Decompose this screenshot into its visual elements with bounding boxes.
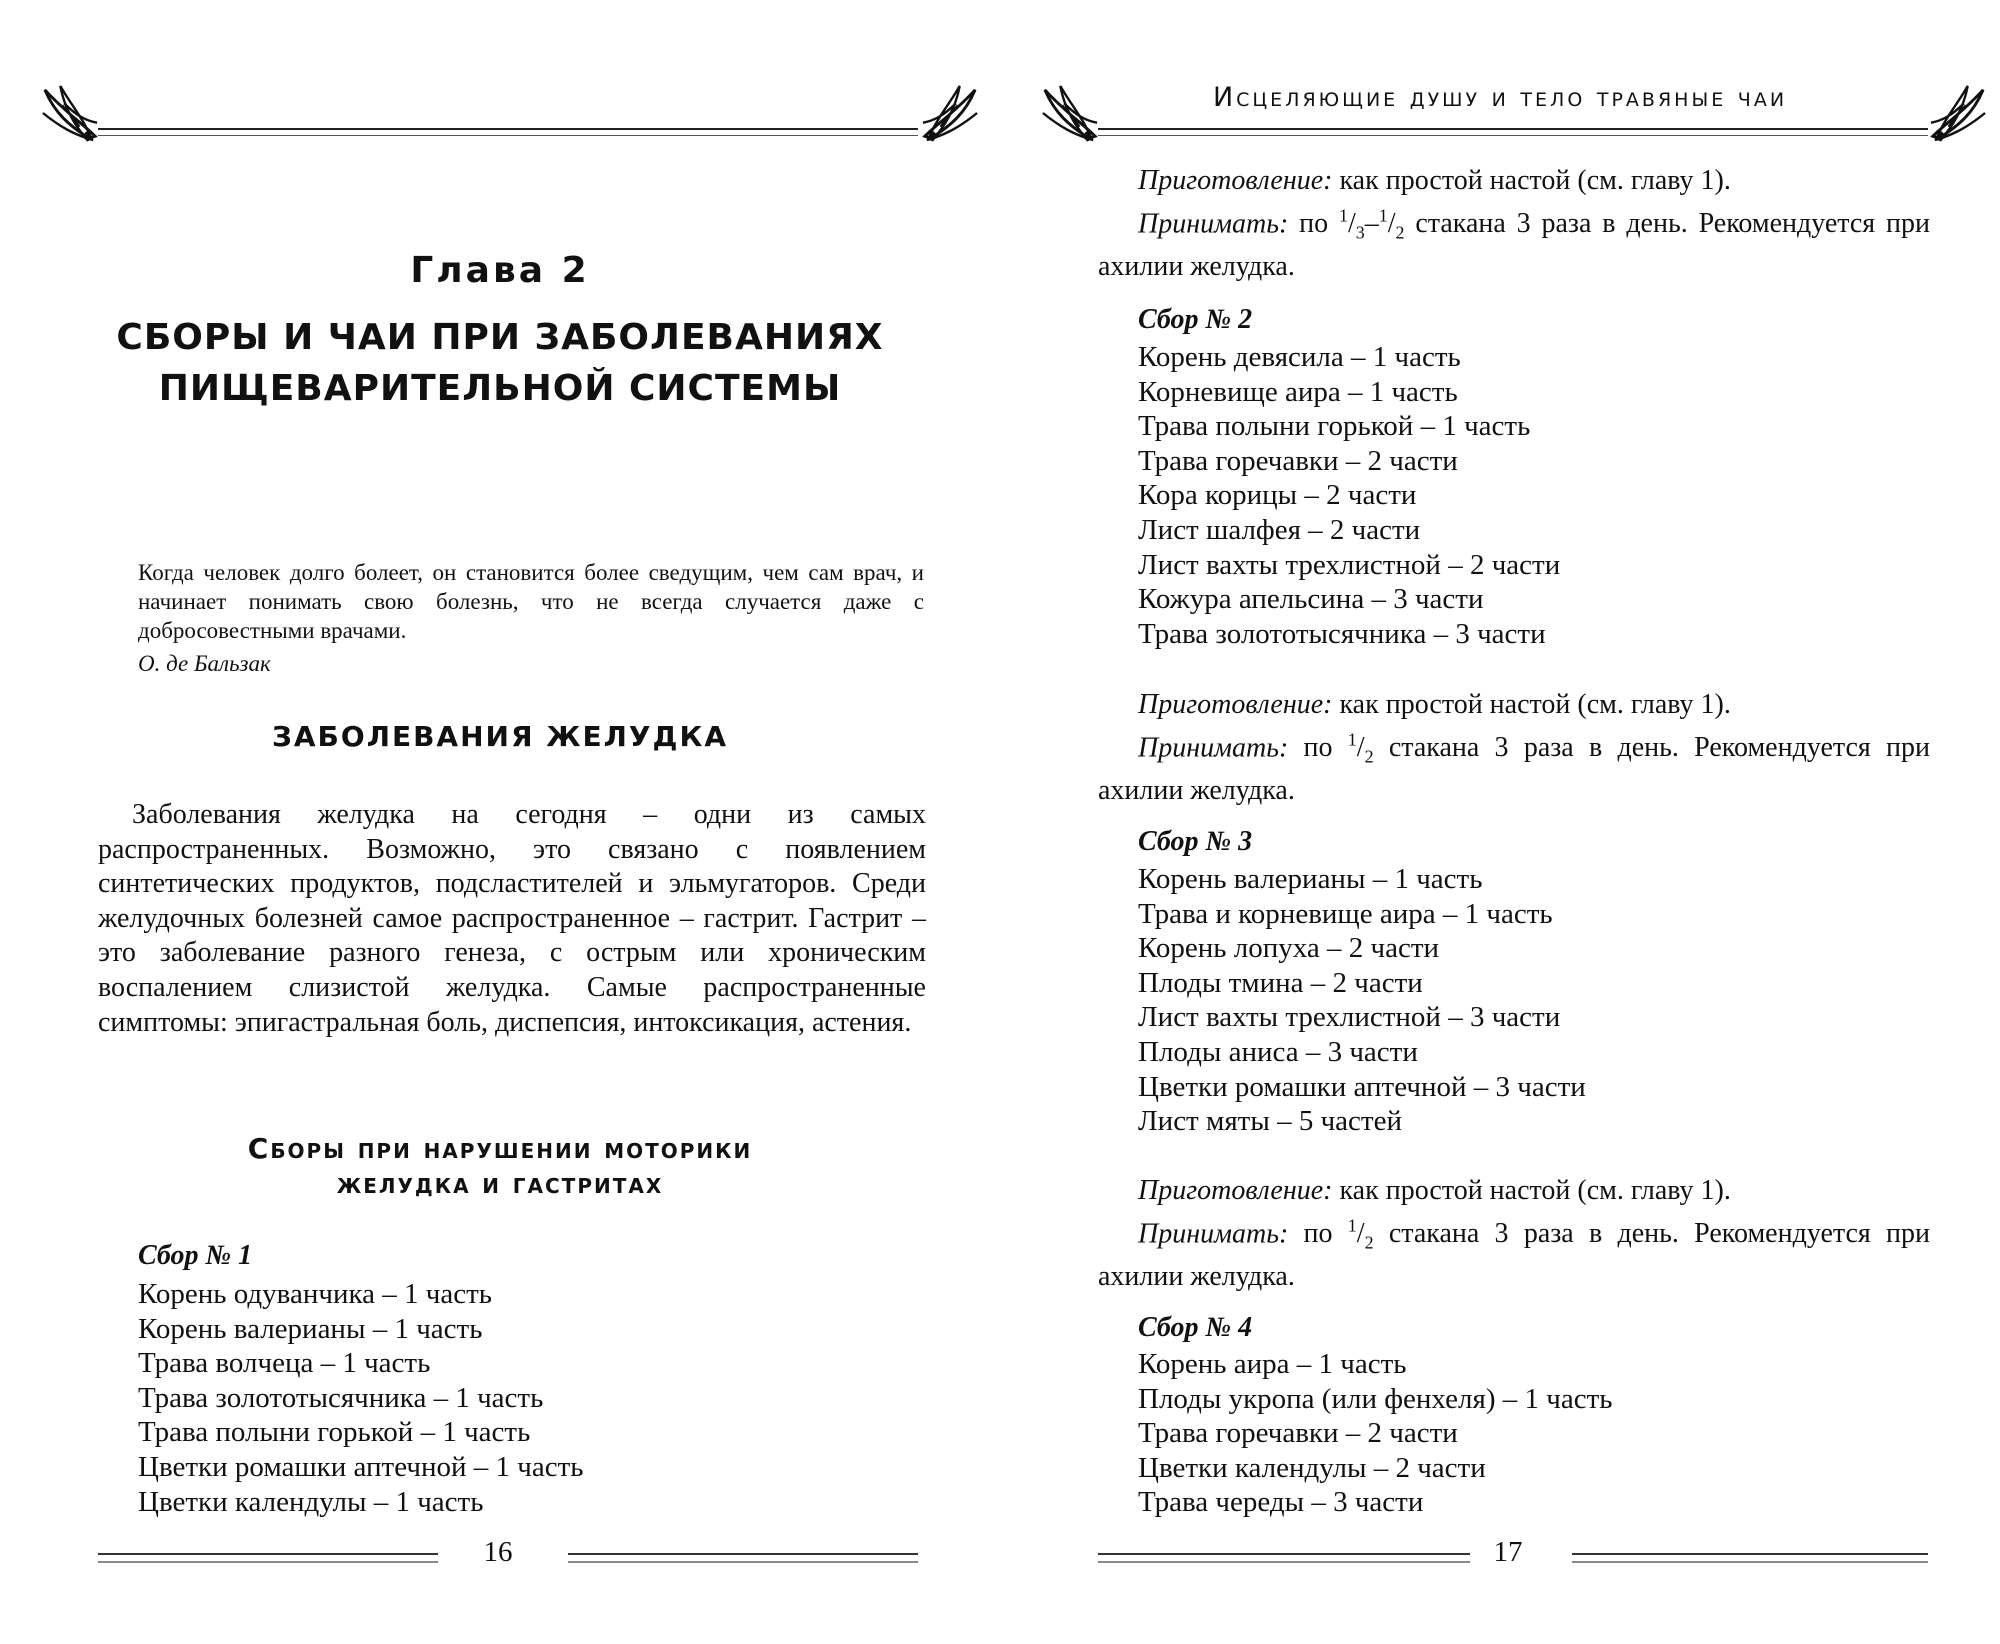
prep-label: Приготовление:: [1138, 165, 1333, 196]
recipe-title: Сбор № 1: [138, 1240, 253, 1271]
recipe-ingredient-list: [138, 1277, 583, 1519]
prep-text: как простой настой (см. главу 1).: [1339, 1175, 1731, 1206]
take-label: Принимать:: [1138, 731, 1289, 763]
ingredient: Лист вахты трехлистной – 3 части: [1138, 1001, 1561, 1034]
take-label: Принимать:: [1138, 207, 1289, 239]
footer-rule: [568, 1553, 918, 1563]
chapter-number: Глава 2: [410, 250, 590, 291]
leaf-ornament-icon: [40, 84, 100, 142]
ingredient: Лист шалфея – 2 части: [1138, 513, 1421, 546]
take-label: Принимать:: [1138, 1217, 1289, 1249]
ingredient: Трава полыни горькой – 1 часть: [1138, 410, 1531, 443]
ingredient: Плоды тмина – 2 части: [1138, 966, 1423, 999]
recipe-title: Сбор № 4: [1138, 1312, 1253, 1343]
subsection-title-line: желудка и гастритах: [336, 1167, 664, 1200]
recipe-title: Сбор № 2: [1138, 304, 1253, 335]
recipe-ingredient-list: [1138, 862, 1586, 1139]
chapter-title-line: СБОРЫ И ЧАИ ПРИ ЗАБОЛЕВАНИЯХ: [116, 317, 884, 358]
ingredient: Кожура апельсина – 3 части: [1138, 583, 1484, 616]
ingredient: Трава волчеца – 1 часть: [138, 1347, 431, 1380]
ingredient: Корень девясила – 1 часть: [1138, 341, 1461, 373]
ingredient: Лист мяты – 5 частей: [1138, 1105, 1402, 1138]
prep-label: Приготовление:: [1138, 689, 1333, 720]
ingredient: Плоды аниса – 3 части: [1138, 1035, 1418, 1068]
prep-text: как простой настой (см. главу 1).: [1339, 165, 1731, 196]
footer-rule: [1098, 1553, 1470, 1563]
ingredient: Цветки календулы – 2 части: [1138, 1451, 1486, 1484]
preparation-note: [1098, 164, 1930, 285]
ingredient: Трава полыни горькой – 1 часть: [138, 1416, 531, 1449]
body-paragraph: Заболевания желудка на сегодня – одни из самых распространенных. Возможно, это связано с появлением синтетических продуктов, подсластителей и эльмугаторов. Среди желудочных болезней самое распространенное – гастрит. Гастрит – это заболевание разного генеза, с острым или хроническим воспалением слизистой желудка. Самые распространенные симптомы: эпигастральная боль, диспепсия, интоксикация, астения.: [98, 799, 926, 1038]
ingredient: Цветки календулы – 1 часть: [138, 1485, 484, 1518]
header-rule: [98, 128, 918, 136]
ingredient: Цветки ромашки аптечной – 1 часть: [138, 1450, 584, 1483]
subsection-title: [60, 1131, 940, 1201]
running-title: Исцеляющие душу и тело травяные чаи: [1212, 82, 1788, 113]
preparation-note: [1098, 1174, 1930, 1295]
recipe-title: Сбор № 3: [1138, 826, 1253, 857]
take-text: по $^1/_3-^1/_2$ стакана 3 раза в день. Рекомендуется при ахилии желудка.: [1098, 205, 1930, 283]
preparation-note: [1098, 688, 1930, 809]
ingredient: Корневище аира – 1 часть: [1138, 375, 1458, 408]
epigraph-author: О. де Бальзак: [138, 651, 271, 676]
ingredient: Корень валерианы – 1 часть: [1138, 863, 1483, 895]
section-title: ЗАБОЛЕВАНИЯ ЖЕЛУДКА: [271, 720, 729, 753]
recipe-ingredient-list: [1138, 1347, 1613, 1520]
leaf-ornament-icon: [1928, 84, 1988, 142]
ingredient: Цветки ромашки аптечной – 3 части: [1138, 1070, 1586, 1103]
ingredient: Корень одуванчика – 1 часть: [138, 1278, 492, 1310]
ingredient: Плоды укропа (или фенхеля) – 1 часть: [1138, 1382, 1613, 1415]
footer-rule: [98, 1553, 438, 1563]
header-rule: [1098, 128, 1928, 136]
recipe-ingredient-list: [1138, 340, 1560, 651]
ingredient: Трава золототысячника – 1 часть: [138, 1381, 544, 1414]
page-number: 17: [1493, 1536, 1523, 1568]
epigraph: Когда человек долго болеет, он становится более сведущим, чем сам врач, и начинает понимать свою болезнь, что не всегда случается даже с добросовестными врачами.: [138, 560, 924, 643]
ingredient: Кора корицы – 2 части: [1138, 479, 1417, 512]
page-number: 16: [483, 1536, 513, 1568]
ingredient: Трава череды – 3 части: [1138, 1486, 1424, 1519]
ingredient: Трава горечавки – 2 части: [1138, 444, 1458, 477]
chapter-title-line: ПИЩЕВАРИТЕЛЬНОЙ СИСТЕМЫ: [158, 368, 842, 409]
prep-text: как простой настой (см. главу 1).: [1339, 689, 1731, 720]
prep-label: Приготовление:: [1138, 1175, 1333, 1206]
subsection-title-line: Сборы при нарушении моторики: [247, 1132, 753, 1165]
ingredient: Трава золототысячника – 3 части: [1138, 617, 1546, 650]
ingredient: Трава горечавки – 2 части: [1138, 1417, 1458, 1450]
ingredient: Корень аира – 1 часть: [1138, 1348, 1407, 1380]
ingredient: Корень валерианы – 1 часть: [138, 1312, 483, 1345]
take-text: по $^1/_2$ стакана 3 раза в день. Рекомендуется при ахилии желудка.: [1098, 729, 1930, 807]
footer-rule: [1572, 1553, 1928, 1563]
right-page: [1000, 0, 2000, 1644]
leaf-ornament-icon: [920, 84, 980, 142]
ingredient: Корень лопуха – 2 части: [1138, 932, 1440, 965]
ingredient: Лист вахты трехлистной – 2 части: [1138, 548, 1561, 581]
chapter-title: [60, 312, 940, 414]
ingredient: Трава и корневище аира – 1 часть: [1138, 897, 1553, 930]
take-text: по $^1/_2$ стакана 3 раза в день. Рекомендуется при ахилии желудка.: [1098, 1215, 1930, 1293]
